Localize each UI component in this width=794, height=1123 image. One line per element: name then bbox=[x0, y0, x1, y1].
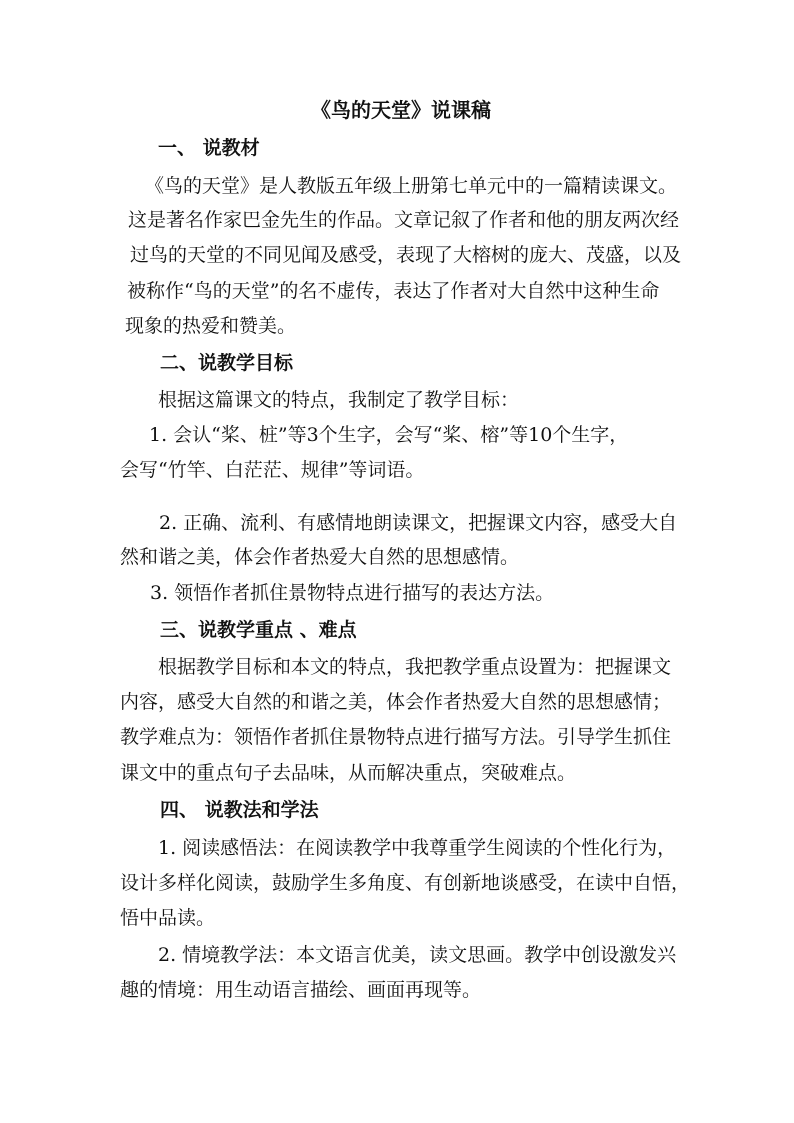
section-3-line-3: 教学难点为：领悟作者抓住景物特点进行描写方法。引导学生抓住 bbox=[120, 726, 672, 748]
section-1-line-2: 这是著名作家巴金先生的作品。文章记叙了作者和他的朋友两次经 bbox=[128, 209, 680, 231]
section-2-line-1: 根据这篇课文的特点，我制定了教学目标： bbox=[158, 389, 520, 411]
section-3-line-4: 课文中的重点句子去品味，从而解决重点，突破难点。 bbox=[120, 762, 577, 784]
section-2-line-4: 2. 正确、流利、有感情地朗读课文，把握课文内容，感受大自 bbox=[159, 512, 678, 534]
section-4-line-3: 悟中品读。 bbox=[120, 907, 216, 929]
section-1-heading: 一、 说教材 bbox=[158, 137, 260, 159]
section-4-line-4: 2. 情境教学法：本文语言优美，读文思画。教学中创设激发兴 bbox=[158, 944, 677, 966]
section-1-line-5: 现象的热爱和赞美。 bbox=[125, 315, 297, 337]
section-2-line-3: 会写“竹竿、白茫茫、规律”等词语。 bbox=[120, 459, 425, 481]
section-4-line-2: 设计多样化阅读，鼓励学生多角度、有创新地谈感受，在读中自悟， bbox=[120, 872, 691, 894]
section-1-line-3: 过鸟的天堂的不同见闻及感受，表现了大榕树的庞大、茂盛，以及 bbox=[130, 244, 682, 266]
section-3-line-1: 根据教学目标和本文的特点，我把教学重点设置为：把握课文 bbox=[158, 656, 672, 678]
section-2-heading: 二、说教学目标 bbox=[160, 352, 294, 374]
page-title: 《鸟的天堂》说课稿 bbox=[311, 98, 491, 122]
section-1-line-4: 被称作“鸟的天堂”的名不虚传，表达了作者对大自然中这种生命 bbox=[127, 280, 660, 302]
section-2-line-5: 然和谐之美，体会作者热爱大自然的思想感情。 bbox=[120, 546, 520, 568]
section-3-heading: 三、说教学重点 、难点 bbox=[160, 619, 357, 641]
section-1-line-1: 《鸟的天堂》是人教版五年级上册第七单元中的一篇精读课文。 bbox=[145, 175, 678, 197]
section-4-line-1: 1. 阅读感悟法：在阅读教学中我尊重学生阅读的个性化行为， bbox=[158, 837, 677, 859]
section-2-line-2: 1. 会认“桨、桩”等3个生字，会写“桨、榕”等10个生字， bbox=[149, 424, 629, 446]
section-3-line-2: 内容，感受大自然的和谐之美，体会作者热爱大自然的思想感情； bbox=[120, 691, 672, 713]
section-4-line-5: 趣的情境：用生动语言描绘、画面再现等。 bbox=[120, 979, 482, 1001]
section-4-heading: 四、 说教法和学法 bbox=[160, 799, 319, 821]
section-2-line-6: 3. 领悟作者抓住景物特点进行描写的表达方法。 bbox=[150, 582, 555, 604]
